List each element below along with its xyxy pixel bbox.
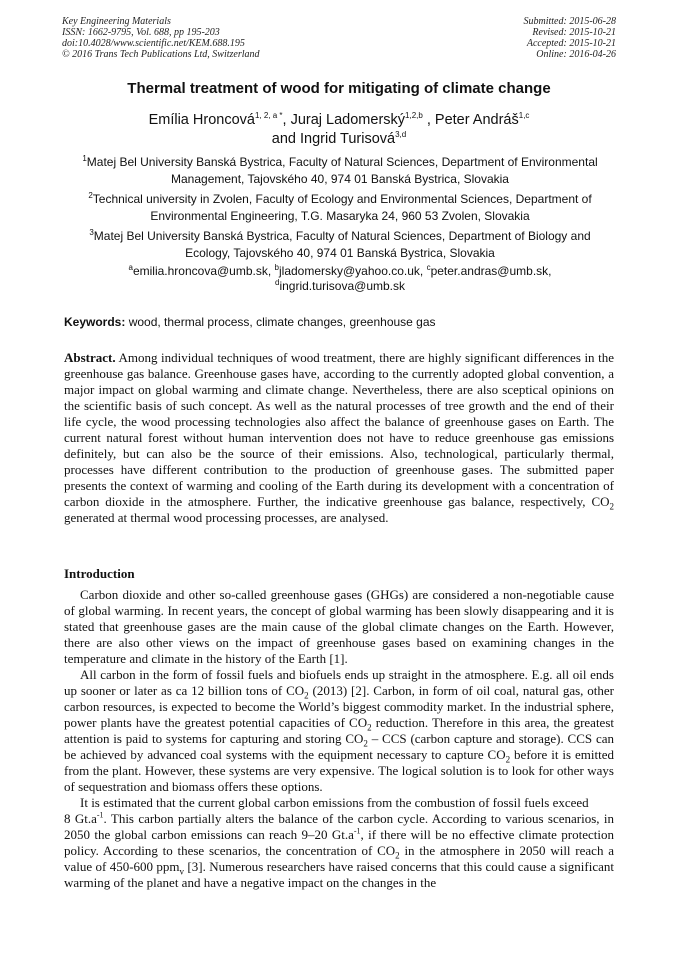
- author-name: Juraj Ladomerský: [290, 112, 406, 128]
- author-separator: ,: [426, 112, 435, 128]
- affiliation-number: 2: [88, 191, 93, 200]
- email-mark: c: [426, 263, 431, 272]
- abstract-text: generated at thermal wood processing processes, are analysed.: [64, 510, 389, 525]
- author-affil-mark: 3,d: [395, 130, 407, 140]
- author-name: Ingrid Turisová: [300, 131, 396, 147]
- subscript: 2: [505, 754, 511, 765]
- author-list: [0, 111, 678, 149]
- email-address: emilia.hroncova@umb.sk,: [132, 264, 275, 278]
- text-run: before it is emitted from the plant. However, these systems are very expensive. The logical solution is to look for other ways of sequestration and biomass offers these options.: [64, 747, 614, 794]
- author-affil-mark: 1, 2, a *: [254, 111, 283, 121]
- dates-info: [524, 16, 617, 60]
- paragraph: It is estimated that the current global carbon emissions from the combustion of fossil fuels exceed: [80, 795, 589, 810]
- paragraph: [64, 811, 614, 891]
- subscript: 2: [367, 722, 372, 733]
- abstract: [64, 350, 614, 526]
- paragraph: Carbon dioxide and other so-called greenhouse gases (GHGs) are considered a non-negotiable cause of global warming. In recent years, the concept of global warming has been slowly disappearing and it is stated that greenhouse gases are the main cause of the global climate changes on the Earth. However, there are also other views on the impact of greenhouse gases based on examining changes in the temperature and climate in the history of the Earth [1].: [64, 587, 614, 666]
- text-run: – CCS (carbon capture and storage). CCS can be achieved by advanced coal systems with the equipment necessary to capture CO: [64, 731, 614, 762]
- subscript: 2: [363, 738, 368, 749]
- affiliation: [70, 154, 610, 188]
- doi: doi:10.4028/www.scientific.net/KEM.688.195: [62, 38, 245, 49]
- journal-info: [62, 16, 260, 60]
- copyright: © 2016 Trans Tech Publications Ltd, Switzerland: [62, 49, 260, 60]
- affiliation-text: Technical university in Zvolen, Faculty of Ecology and Environmental Sciences, Department of Environmental Engineering, T.G. Masaryka 24, 960 53 Zvolen, Slovakia: [92, 192, 592, 223]
- author-separator: and: [271, 131, 300, 147]
- introduction-body: [64, 587, 614, 891]
- affiliation-number: 1: [82, 154, 87, 163]
- text-run: reduction. Therefore in this area, the greatest attention is paid to systems for capturing and storing CO: [64, 715, 614, 746]
- affiliation: [70, 228, 610, 262]
- revised-date: Revised: 2015-10-21: [532, 27, 616, 38]
- submitted-date: Submitted: 2015-06-28: [523, 16, 616, 27]
- email-mark: d: [274, 278, 280, 287]
- superscript: -1: [353, 826, 361, 836]
- journal-name: Key Engineering Materials: [62, 16, 171, 27]
- accepted-date: Accepted: 2015-10-21: [526, 38, 616, 49]
- author-separator: ,: [282, 112, 291, 128]
- email-address: ingrid.turisova@umb.sk: [279, 279, 405, 293]
- affiliation-text: Matej Bel University Banská Bystrica, Faculty of Natural Sciences, Department of Biology and Ecology, Tajovského 40, 974 01 Banská Bystrica, Slovakia: [93, 229, 591, 260]
- email-list: [70, 264, 610, 294]
- text-run: All carbon in the form of fossil fuels and biofuels ends up straight in the atmosphere. E.g. all oil ends up sooner or later as ca 12 billion tons of CO: [64, 667, 614, 698]
- text-run: 8 Gt.a: [64, 811, 97, 826]
- subscript: 2: [609, 501, 614, 512]
- keywords-label: Keywords:: [64, 315, 126, 329]
- affiliation: [70, 191, 610, 225]
- email-mark: b: [274, 263, 279, 272]
- author-affil-mark: 1,c: [518, 111, 530, 121]
- text-run: , if there will be no effective climate protection policy. According to these scenarios, the concentration of CO: [64, 827, 614, 858]
- email-address: jladomersky@yahoo.co.uk,: [278, 264, 427, 278]
- text-run: [3]. Numerous researchers have raised concerns that this could cause a significant warming of the planet and have a negative impact on the changes in the: [64, 859, 614, 890]
- author-name: Peter Andráš: [434, 112, 519, 128]
- superscript: -1: [96, 810, 104, 820]
- author-affil-mark: 1,2,b: [405, 111, 423, 121]
- keywords-text: wood, thermal process, climate changes, greenhouse gas: [125, 315, 436, 329]
- text-run: . This carbon partially alters the balance of the carbon cycle. According to various scenarios, in 2050 the global carbon emissions can reach 9–20 Gt.a: [64, 811, 614, 842]
- text-run: (2013) [2]. Carbon, in form of oil coal, natural gas, other carbon resources, is expected to become the World’s biggest commodity market. In the industrial sphere, power plants have the greatest potential capacities of CO: [64, 683, 614, 730]
- affiliation-text: Matej Bel University Banská Bystrica, Faculty of Natural Sciences, Department of Environmental Management, Tajovského 40, 974 01 Banská Bystrica, Slovakia: [86, 155, 598, 186]
- subscript: 2: [304, 690, 309, 701]
- subscript: 2: [395, 850, 400, 861]
- email-mark: a: [128, 263, 133, 272]
- author-name: Emília Hroncová: [148, 112, 255, 128]
- paragraph: [64, 667, 614, 795]
- paper-title: Thermal treatment of wood for mitigating of climate change: [127, 80, 551, 97]
- abstract-label: Abstract.: [64, 350, 116, 365]
- online-date: Online: 2016-04-26: [536, 49, 616, 60]
- subscript: v: [179, 866, 185, 877]
- abstract-text: Among individual techniques of wood treatment, there are highly significant differences in the greenhouse gas balance. Greenhouse gases have, according to the currently adopted global convention, a major impact on global warming and climate change. Nevertheless, there are also sceptical opinions on the scientific basis of such concept. As well as the natural processes of tree growth and the end of their life cycle, the wood processing technologies also affect the balance of greenhouse gases on Earth. The current natural forest without human intervention does not have to reduce greenhouse gas emissions definitely, but can also be the source of their emissions. Also, technological, particularly thermal, processes have different contribution to the production of greenhouse gases. The submitted paper presents the context of warming and cooling of the Earth during its development with a concentration of carbon dioxide in the atmosphere. Further, the indicative greenhouse gas balance, respectively, CO: [64, 350, 614, 509]
- email-address: peter.andras@umb.sk,: [430, 264, 552, 278]
- section-heading: Introduction: [64, 566, 135, 581]
- affiliation-number: 3: [89, 228, 94, 237]
- keywords: [64, 315, 616, 329]
- issn: ISSN: 1662-9795, Vol. 688, pp 195-203: [62, 27, 220, 38]
- text-run: in the atmosphere in 2050 will reach a value of 450-600 ppm: [64, 843, 614, 874]
